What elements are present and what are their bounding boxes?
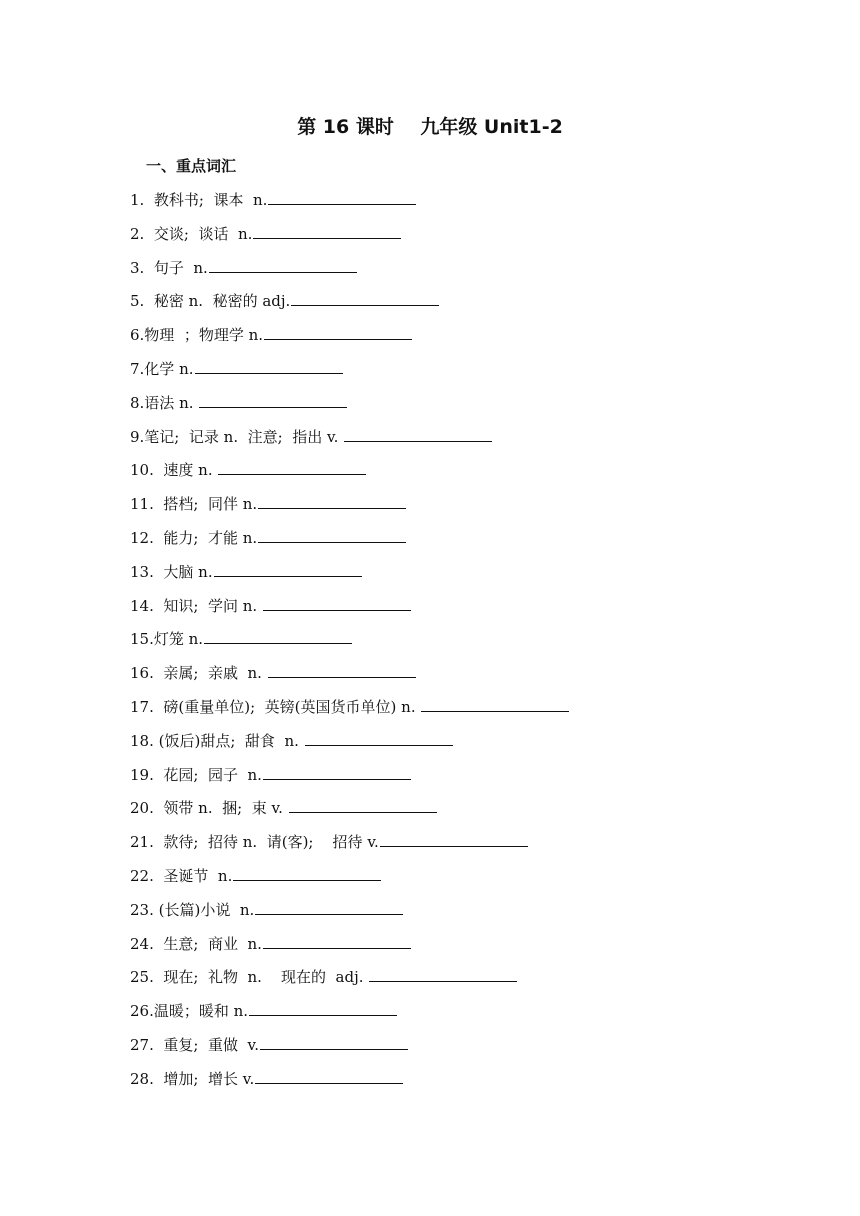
answer-blank: [214, 575, 362, 577]
vocab-item: [130, 866, 569, 900]
vocab-item: [130, 596, 569, 630]
answer-blank: [344, 440, 492, 442]
vocab-item: [130, 562, 569, 596]
vocab-prompt: 24. 生意; 商业 n.: [130, 934, 262, 953]
vocab-prompt: 8.语法 n.: [130, 393, 199, 412]
vocab-item: [130, 460, 569, 494]
vocab-item: [130, 663, 569, 697]
answer-blank: [255, 913, 403, 915]
answer-blank: [260, 1048, 408, 1050]
vocab-prompt: 26.温暖；暖和 n.: [130, 1002, 249, 1021]
answer-blank: [380, 845, 528, 847]
vocab-item: [130, 291, 569, 325]
answer-blank: [263, 609, 411, 611]
page-title: 第 16 课时 九年级 Unit1-2: [297, 116, 563, 138]
vocab-item: [130, 731, 569, 765]
vocab-item: [130, 427, 569, 461]
vocab-prompt: 25. 现在; 礼物 n. 现在的 adj.: [130, 968, 369, 987]
answer-blank: [268, 676, 416, 678]
vocab-prompt: 7.化学 n.: [130, 359, 194, 378]
answer-blank: [263, 778, 411, 780]
vocab-item: [130, 224, 569, 258]
answer-blank: [199, 406, 347, 408]
vocab-item: [130, 629, 569, 663]
vocab-item: [130, 798, 569, 832]
vocab-item: [130, 528, 569, 562]
answer-blank: [233, 879, 381, 881]
vocab-prompt: 27. 重复; 重做 v.: [130, 1035, 259, 1054]
vocab-prompt: 2. 交谈; 谈话 n.: [130, 224, 253, 243]
answer-blank: [255, 1082, 403, 1084]
answer-blank: [264, 338, 412, 340]
vocab-list: [130, 190, 569, 1103]
vocab-item: [130, 934, 569, 968]
vocab-prompt: 14. 知识; 学问 n.: [130, 596, 262, 615]
vocab-prompt: 10. 速度 n.: [130, 461, 218, 480]
answer-blank: [258, 507, 406, 509]
answer-blank: [291, 304, 439, 306]
section-heading: 一、重点词汇: [146, 157, 237, 175]
answer-blank: [249, 1014, 397, 1016]
answer-blank: [258, 541, 406, 543]
vocab-item: [130, 832, 569, 866]
vocab-prompt: 5. 秘密 n. 秘密的 adj.: [130, 292, 291, 311]
vocab-prompt: 1. 教科书; 课本 n.: [130, 191, 268, 209]
vocab-prompt: 3. 句子 n.: [130, 258, 208, 277]
vocab-item: [130, 1001, 569, 1035]
answer-blank: [369, 980, 517, 982]
vocab-prompt: 18. (饭后)甜点; 甜食 n.: [130, 731, 304, 750]
answer-blank: [421, 710, 569, 712]
vocab-item: [130, 359, 569, 393]
vocab-prompt: 21. 款待; 招待 n. 请(客); 招待 v.: [130, 833, 379, 852]
vocab-prompt: 15.灯笼 n.: [130, 630, 204, 649]
vocab-item: [130, 258, 569, 292]
answer-blank: [305, 744, 453, 746]
vocab-item: [130, 494, 569, 528]
vocab-prompt: 28. 增加; 增长 v.: [130, 1069, 255, 1088]
vocab-prompt: 16. 亲属; 亲戚 n.: [130, 664, 267, 683]
answer-blank: [263, 947, 411, 949]
vocab-prompt: 12. 能力; 才能 n.: [130, 528, 258, 547]
answer-blank: [268, 203, 416, 205]
vocab-prompt: 13. 大脑 n.: [130, 562, 213, 581]
answer-blank: [204, 642, 352, 644]
vocab-item: [130, 900, 569, 934]
vocab-item: [130, 697, 569, 731]
vocab-item: [130, 190, 569, 224]
vocab-prompt: 17. 磅(重量单位); 英镑(英国货币单位) n.: [130, 697, 421, 716]
vocab-prompt: 6.物理 ；物理学 n.: [130, 326, 264, 345]
vocab-item: [130, 765, 569, 799]
vocab-prompt: 19. 花园; 园子 n.: [130, 765, 262, 784]
answer-blank: [253, 237, 401, 239]
vocab-item: [130, 1035, 569, 1069]
vocab-prompt: 23. (长篇)小说 n.: [130, 900, 255, 919]
vocab-prompt: 22. 圣诞节 n.: [130, 866, 233, 885]
vocab-item: [130, 967, 569, 1001]
vocab-prompt: 11. 搭档; 同伴 n.: [130, 495, 258, 514]
vocab-prompt: 9.笔记; 记录 n. 注意; 指出 v.: [130, 427, 344, 446]
vocab-item: [130, 1069, 569, 1103]
answer-blank: [289, 811, 437, 813]
answer-blank: [218, 473, 366, 475]
answer-blank: [195, 372, 343, 374]
vocab-item: [130, 393, 569, 427]
vocab-item: [130, 325, 569, 359]
vocab-prompt: 20. 领带 n. 捆; 束 v.: [130, 799, 288, 818]
answer-blank: [209, 271, 357, 273]
